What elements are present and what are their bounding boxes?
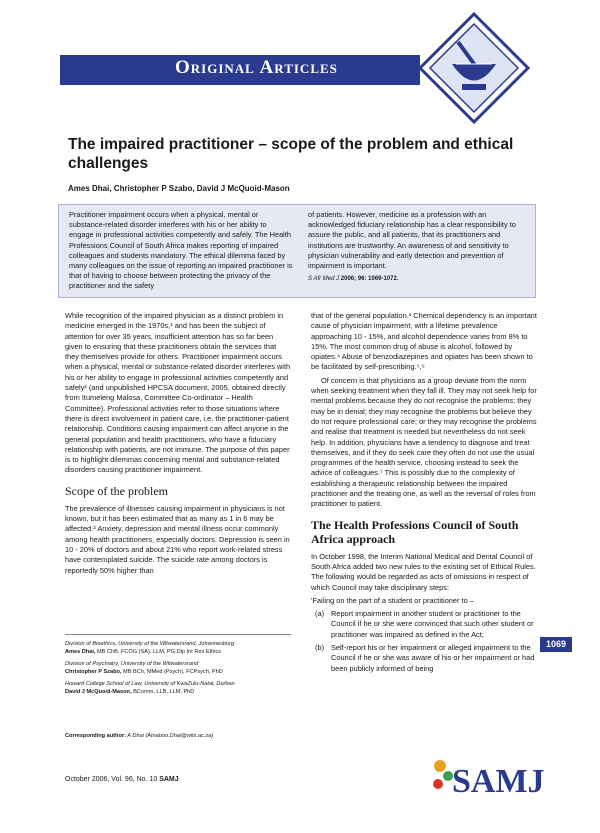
affil-name-3: David J McQuoid-Mason, [65, 689, 132, 695]
affiliation-divider [65, 634, 291, 635]
corr-label: Corresponding author: [65, 733, 126, 739]
right-paragraph-1: that of the general population.³ Chemical dependency is an important cause of physician impairment, with a lifetime prevalence approaching 10 - 15%, and alcohol dependence varies from 8% to 15%. The most common drug of abuse is alcohol, followed by opiates.⁴ Abuse of benzodiazepines and opiates has been shown to be facilitated by self-prescribing.⁵,⁶ [311, 311, 537, 372]
list-text-b: Self-report his or her impairment or alleged impairment to the Council if he or she was aware of his or her impairment or had been publicly informed of being [331, 643, 535, 673]
citation-journal: S Afr Med J [308, 276, 340, 283]
citation-rest: 2006; 96: 1069-1072. [340, 276, 399, 283]
abstract-right-column [308, 210, 532, 284]
footer-issue: October 2006, Vol. 96, No. 10 [65, 776, 158, 783]
list-label-b: (b) [315, 643, 325, 653]
citation [308, 274, 532, 284]
list-label-a: (a) [315, 609, 325, 619]
samj-logo-icon [430, 754, 545, 800]
affil-cred-1: MB ChB, FCOG (SA), LLM, PG Dip Int Res Ethics [97, 649, 222, 655]
right-column [311, 311, 537, 674]
list-text-a: Report impairment in another student or practitioner to the Council if he or she were convinced that such other student or practitioner was impaired as defined in the Act; [331, 609, 534, 639]
hpcsa-paragraph: In October 1998, the Interim National Medical and Dental Council of South Africa added two new rules to the existing set of Ethical Rules. The following would be regarded as acts of omissions in respect of which Council may take disciplinary steps: [311, 551, 536, 592]
abstract-right: of patients. However, medicine as a profession with an acknowledged fiduciary relationship has a clear responsibility to assure the public, and all patients, that its practitioners and institutions are trustworthy. An awareness of and sensitivity to physician vulnerability and early detection and prevention of impairment is important. [308, 210, 516, 271]
left-column [65, 311, 291, 579]
scope-paragraph: The prevalence of illnesses causing impairment in physicians is not known, but it has been estimated that as many as 1 in 6 may be affected.² Anxiety, depression and mental illness occur commonly among health practitioners, especially doctors. Depression is seen in 10 - 20% of doctors and about 21% who report work-related stress have contemplated suicide. The suicide rate among doctors is reportedly 50% higher than [65, 503, 290, 575]
affil-cred-2: MB BCh, MMed (Psych), FCPsych, PhD [123, 669, 223, 675]
list-item [311, 643, 537, 674]
affil-name-2: Christopher P Szabo, [65, 669, 122, 675]
affil-name-1: Ames Dhai, [65, 649, 96, 655]
heading-scope: Scope of the problem [65, 483, 168, 498]
heading-hpcsa: The Health Professions Council of South Africa approach [311, 517, 519, 546]
page-number: 1069 [540, 637, 572, 652]
mortar-pestle-logo-icon [418, 12, 530, 124]
footer [65, 776, 179, 783]
intro-paragraph: While recognition of the impaired physician as a distinct problem in medicine emerged in the 1970s,¹ and has been the subject of attention for over 35 years, insufficient attention has so far been given to ensuring that these practitioners obtain the services that they themselves provide for others. Practitioner impairment occurs when a physical, mental or substance-related disorder interferes with his or her ability to engage in professional activities competently and safely² (and unpublished HPCSA document, 2005, obtained directly from Itumeleng Malosa, Committee Co-ordinator – Health Committee). Professional activities refer to those situations where there is direct involvement in patient care, i.e. the practitioner-patient relationship. Conditions causing impairment can affect anyone in the general population and health practitioners, who have a fiduciary relationship with patients, are not immune. The purpose of this paper is to highlight dilemmas concerning mental and substance-related disorders causing practitioner impairment. [65, 311, 291, 475]
affil-cred-3: BComm, LLB, LLM, PhD [133, 689, 195, 695]
abstract-box [58, 204, 536, 298]
quote-intro: 'Failing on the part of a student or practitioner to – [311, 595, 474, 605]
affil-inst-1: Division of Bioethics, University of the Witwatersrand, Johannesburg [65, 641, 235, 647]
list-item [311, 609, 537, 640]
corr-text: A Dhai (Amaboo.Dhai@wits.ac.za) [127, 733, 214, 739]
section-label: Original Articles [175, 57, 338, 78]
corresponding-author [65, 733, 213, 739]
article-authors: Ames Dhai, Christopher P Szabo, David J McQuoid-Mason [68, 184, 290, 193]
affiliations [65, 640, 291, 696]
samj-logo-text: SAMJ [452, 763, 545, 800]
right-paragraph-2: Of concern is that physicians as a group deviate from the norm when seeking treatment when they fall ill. They may not seek help for mental problems because they do not recognise the problems; they may be in denial; they may recognise the problems but believe they do not require professional care; or they may recognise the problems and realise that treatment is needed but nevertheless do not seek help. In addition, physicians have a tendency to diagnose and treat themselves, and if they do seek care they often do not use the usual programmes of the health service, choosing instead to seek the advice of colleagues.⁷ This is possibly due to the complexity of establishing a therapeutic relationship between the impaired practitioner and the treating one, as well as the reversal of roles from practitioner to patient. [311, 375, 537, 509]
abstract-left: Practitioner impairment occurs when a physical, mental or substance-related disorder interferes with his or her ability to engage in professional activities competently and safely. The Health Professions Council of South Africa makes reporting of impaired colleagues and students mandatory. The ethical dilemma faced by many colleagues on the issue of reporting an impaired practitioner is that of having to choose between protecting the privacy of the practitioner and the safety [69, 210, 293, 291]
affil-inst-3: Howard College School of Law, University of KwaZulu-Natal, Durban [65, 681, 235, 687]
article-title: The impaired practitioner – scope of the problem and ethical challenges [68, 136, 514, 172]
affil-inst-2: Division of Psychiatry, University of the Witwatersrand [65, 661, 199, 667]
footer-journal: SAMJ [159, 776, 179, 783]
